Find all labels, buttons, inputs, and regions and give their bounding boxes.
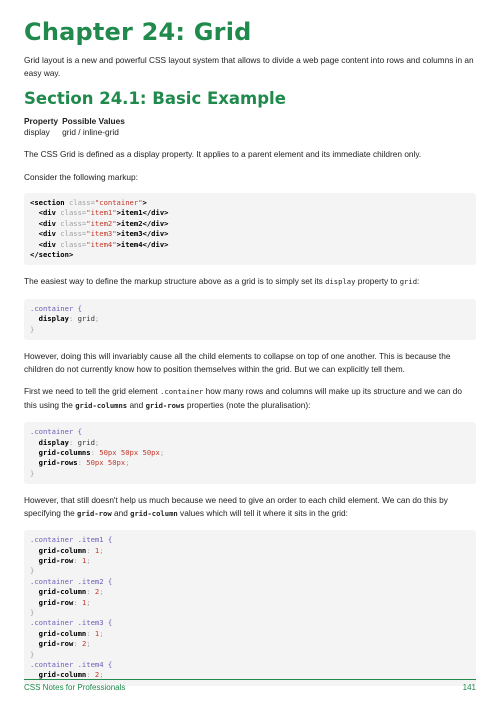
- footer-page-number: 141: [462, 683, 476, 692]
- code-line: <section class="container">: [30, 198, 147, 207]
- code-line: }: [30, 468, 35, 478]
- code-line: }: [30, 649, 35, 659]
- markup-code-block: [24, 193, 476, 265]
- code-line: .container .item2 {: [30, 576, 113, 586]
- code-line: grid-column: 1;: [38, 628, 104, 638]
- code-line: grid-row: 1;: [38, 597, 91, 607]
- table-cell-values: grid / inline-grid: [62, 127, 119, 137]
- footer-book-title: CSS Notes for Professionals: [24, 683, 126, 692]
- code-line: .container {: [30, 427, 82, 437]
- code-line: display: grid;: [38, 437, 100, 447]
- inline-code: grid-columns: [75, 400, 128, 410]
- css-code-block-1: [24, 299, 476, 340]
- code-line: }: [30, 608, 35, 618]
- code-line: <div class="item2">item2</div>: [30, 218, 169, 228]
- table-header-values: Possible Values: [62, 116, 125, 126]
- properties-table: [24, 116, 129, 138]
- paragraph-however: However, doing this will invariably cause all the child elements to collapse on top of one another. This is because the children do not currently know how to position themselves within the grid. But we can explicitly tell them.: [24, 351, 451, 374]
- code-line: .container .item1 {: [30, 535, 113, 545]
- code-line: <div class="item4">item4</div>: [30, 239, 169, 249]
- paragraph-still: However, that still doesn't help us much because we need to give an order to each child element. We can do this by specifying the grid-row and grid-column values which will tell it where it sits in the grid:: [24, 495, 448, 518]
- paragraph-defined: The CSS Grid is defined as a display property. It applies to a parent element and its immediate children only.: [24, 149, 422, 159]
- code-line: display: grid;: [38, 314, 100, 324]
- code-line: .container .item4 {: [30, 660, 113, 670]
- inline-code: display: [325, 277, 356, 287]
- code-line: grid-column: 2;: [38, 670, 104, 680]
- code-line: }: [30, 566, 35, 576]
- paragraph-first: First we need to tell the grid element .container how many rows and columns will make up its structure and we can do this using the grid-columns and grid-rows properties (note the pluralisation):: [24, 386, 463, 410]
- code-line: }: [30, 324, 35, 334]
- code-line: grid-rows: 50px 50px;: [38, 458, 130, 468]
- inline-code: grid-row: [77, 508, 112, 518]
- table-cell-property: display: [24, 127, 50, 137]
- code-line: grid-column: 2;: [38, 587, 104, 597]
- paragraph-consider: Consider the following markup:: [24, 171, 138, 182]
- code-line: grid-row: 1;: [38, 556, 91, 565]
- page-content: [24, 18, 476, 696]
- code-line: .container {: [30, 303, 82, 313]
- code-line: <div class="item3">item3</div>: [30, 229, 169, 239]
- intro-paragraph: Grid layout is a new and powerful CSS layout system that allows to divide a web page content into rows and columns in an easy way.: [24, 55, 474, 78]
- chapter-title: Chapter 24: Grid: [24, 18, 252, 46]
- css-code-block-3: [24, 530, 476, 686]
- inline-code: .container: [160, 387, 204, 397]
- paragraph-easiest: The easiest way to define the markup structure above as a grid is to simply set its display property to grid:: [24, 276, 420, 287]
- code-line: grid-column: 1;: [38, 545, 104, 555]
- section-title: Section 24.1: Basic Example: [24, 89, 286, 108]
- table-header-property: Property: [24, 116, 59, 126]
- inline-code: grid-column: [130, 508, 178, 518]
- code-line: </section>: [30, 250, 74, 260]
- code-line: .container .item3 {: [30, 618, 113, 628]
- code-line: grid-row: 2;: [38, 639, 91, 649]
- inline-code: grid: [399, 277, 418, 287]
- css-code-block-2: [24, 422, 476, 484]
- code-line: <div class="item1">item1</div>: [30, 208, 169, 218]
- page-footer: [24, 679, 476, 692]
- table-row: [24, 127, 129, 138]
- inline-code: grid-rows: [145, 400, 185, 410]
- code-line: grid-columns: 50px 50px 50px;: [38, 447, 165, 457]
